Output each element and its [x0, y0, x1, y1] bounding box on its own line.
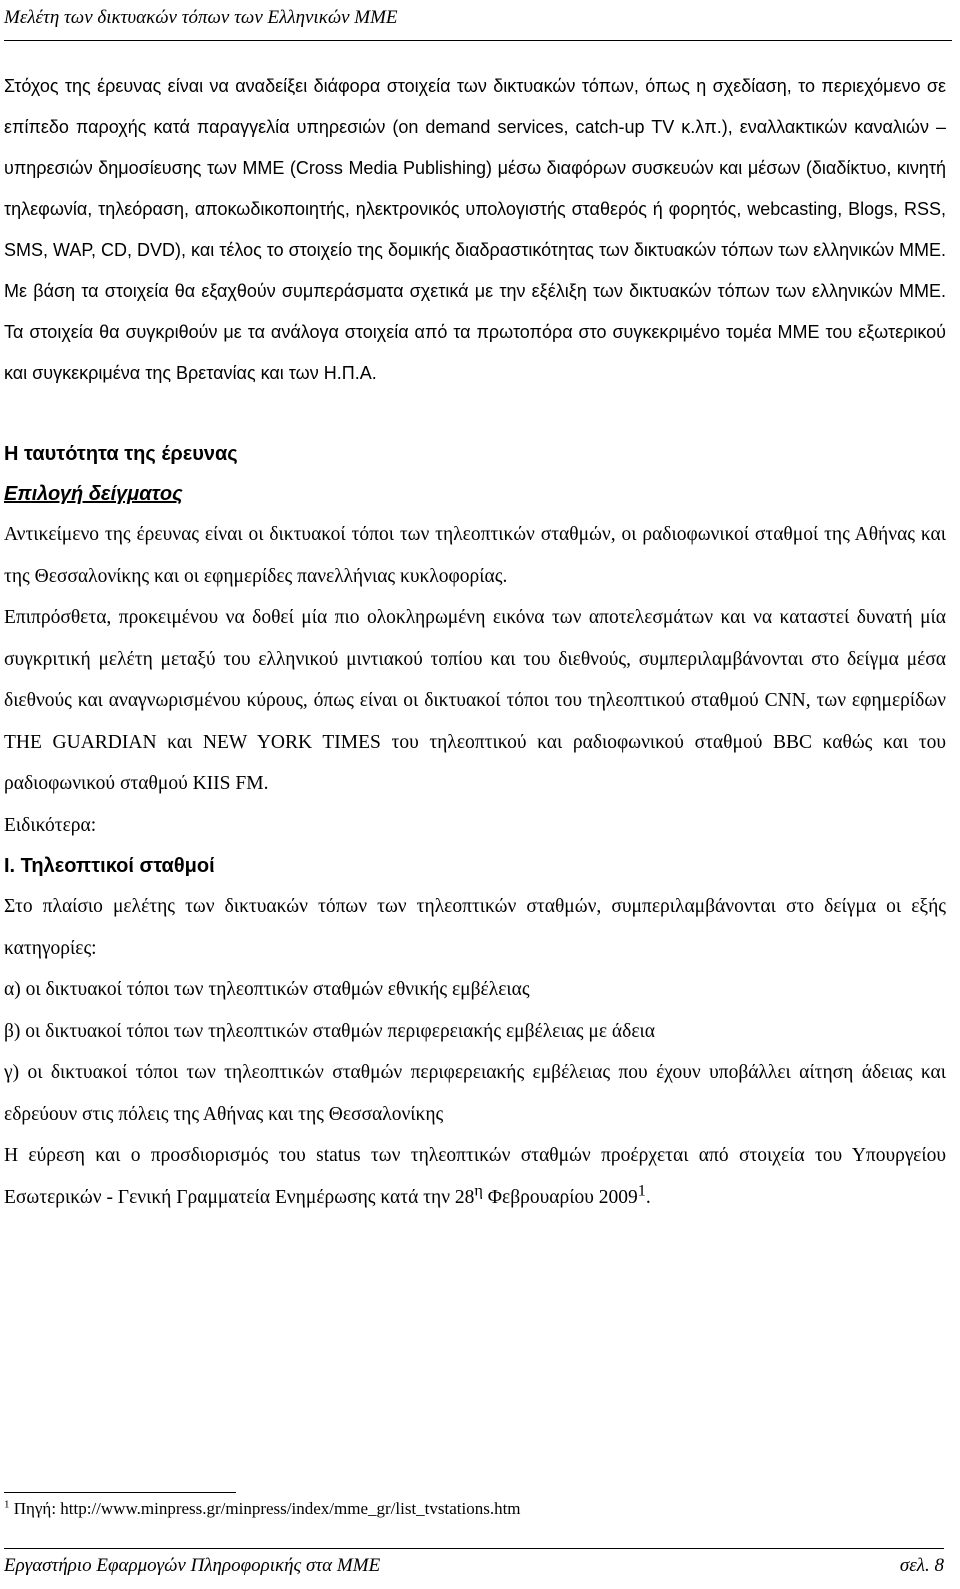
status-text-middle: Φεβρουαρίου 2009: [482, 1186, 638, 1208]
tv-item-c: γ) οι δικτυακοί τόποι των τηλεοπτικών σταθμών περιφερειακής εμβέλειας που έχουν υποβάλλει αίτηση άδειας και εδρεύουν στις πόλεις της Αθήνας και της Θεσσαλονίκης: [4, 1062, 946, 1125]
status-text-before: Η εύρεση και ο προσδιορισμός του status των τηλεοπτικών σταθμών προέρχεται από στοιχεία του Υπουργείου Εσωτερικών - Γενική Γραμματεία Ενημέρωσης κατά την 28: [4, 1145, 946, 1208]
page-header: [4, 0, 952, 41]
specifically-label: Ειδικότερα:: [4, 814, 97, 836]
subsection-heading: Επιλογή δείγματος: [4, 483, 183, 505]
page-number: σελ. 8: [899, 1555, 944, 1576]
status-paragraph: [4, 1135, 946, 1218]
date-superscript: η: [474, 1181, 483, 1199]
sample-paragraph-1: Αντικείμενο της έρευνας είναι οι δικτυακοί τόποι των τηλεοπτικών σταθμών, οι ραδιοφωνικοί σταθμοί της Αθήνας και της Θεσσαλονίκης και οι εφημερίδες πανελλήνιας κυκλοφορίας.: [4, 524, 946, 587]
footnote-reference[interactable]: 1: [637, 1181, 646, 1199]
footnote: [4, 1499, 521, 1519]
footer-lab-name: Εργαστήριο Εφαρμογών Πληροφορικής στα ΜΜΕ: [4, 1555, 381, 1576]
sample-paragraph-2: Επιπρόσθετα, προκειμένου να δοθεί μία πιο ολοκληρωμένη εικόνα των αποτελεσμάτων και να καταστεί δυνατή μία συγκριτική μελέτη μεταξύ του ελληνικού μιντιακού τοπίου και του διεθνούς, συμπεριλαμβάνονται στο δείγμα μέσα διεθνούς και αναγνωρισμένου κύρους, όπως είναι οι δικτυακοί τόποι του τηλεοπτικού σταθμού CNN, των εφημερίδων THE GUARDIAN και NEW YORK TIMES του τηλεοπτικού και ραδιοφωνικού σταθμού BBC καθώς και του ραδιοφωνικού σταθμού KIIS FM.: [4, 607, 946, 794]
footnote-divider: [4, 1492, 236, 1493]
page-content: [4, 66, 946, 1218]
tv-item-a: α) οι δικτυακοί τόποι των τηλεοπτικών σταθμών εθνικής εμβέλειας: [4, 979, 530, 1000]
tv-item-b: β) οι δικτυακοί τόποι των τηλεοπτικών σταθμών περιφερειακής εμβέλειας με άδεια: [4, 1020, 655, 1042]
header-title: Μελέτη των δικτυακών τόπων των Ελληνικών ΜΜΕ: [4, 7, 398, 28]
intro-paragraph: Στόχος της έρευνας είναι να αναδείξει διάφορα στοιχεία των δικτυακών τόπων, όπως η σχεδίαση, το περιεχόμενο σε επίπεδο παροχής κατά παραγγελία υπηρεσιών (on demand services, catch-up TV κ.λπ.), εναλλακτικών καναλιών – υπηρεσιών δημοσίευσης των ΜΜΕ (Cross Media Publishing) μέσω διαφόρων συσκευών και μέσων (διαδίκτυο, κινητή τηλεφωνία, τηλεόραση, αποκωδικοποιητής, ηλεκτρονικός υπολογιστής σταθερός ή φορητός, webcasting, Blogs, RSS, SMS, WAP, CD, DVD), και τέλος το στοιχείο της δομικής διαδραστικότητας των δικτυακών τόπων των ελληνικών ΜΜΕ. Με βάση τα στοιχεία θα εξαχθούν συμπεράσματα σχετικά με την εξέλιξη των δικτυακών τόπων των ελληνικών ΜΜΕ. Τα στοιχεία θα συγκριθούν με τα ανάλογα στοιχεία από τα πρωτοπόρα στο συγκεκριμένο τομέα ΜΜΕ του εξωτερικού και συγκεκριμένα της Βρετανίας και των Η.Π.Α.: [4, 76, 946, 383]
section-heading: Η ταυτότητα της έρευνας: [4, 443, 238, 465]
page-footer: [4, 1548, 944, 1576]
tv-intro-paragraph: Στο πλαίσιο μελέτης των δικτυακών τόπων των τηλεοπτικών σταθμών, συμπεριλαμβάνονται στο δείγμα οι εξής κατηγορίες:: [4, 896, 946, 959]
footnote-text: Πηγή: http://www.minpress.gr/minpress/index/mme_gr/list_tvstations.htm: [9, 1499, 521, 1518]
tv-stations-heading: Ι. Τηλεοπτικοί σταθμοί: [4, 855, 215, 877]
footnote-number: 1: [4, 1498, 10, 1511]
spacer: [4, 394, 946, 434]
status-text-after: .: [645, 1186, 651, 1208]
